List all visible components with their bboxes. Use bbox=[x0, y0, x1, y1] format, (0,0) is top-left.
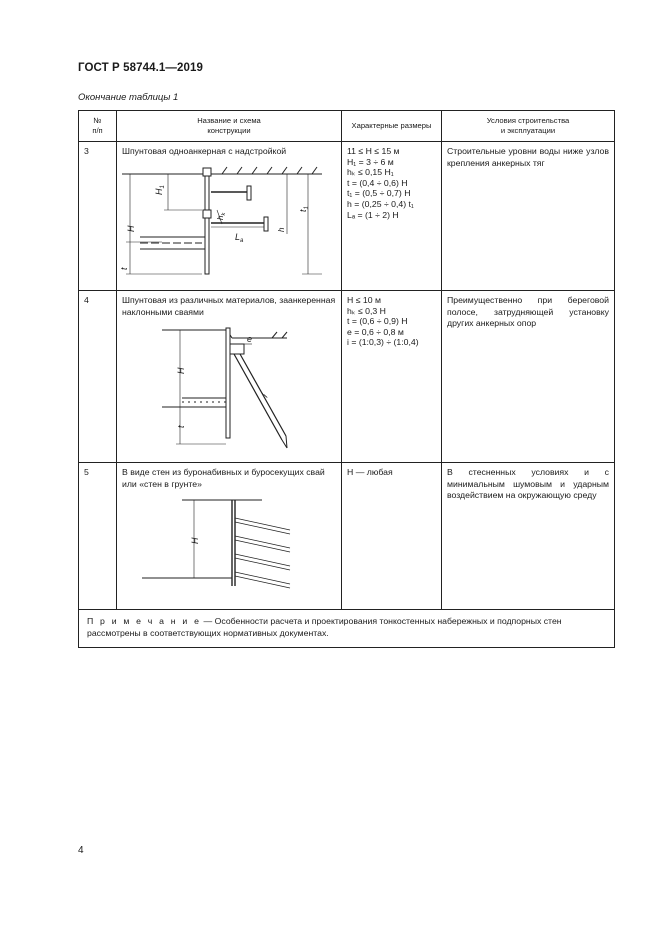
conditions-cell: Преимущественно при береговой полосе, затрудняющей установку других анкерных опор bbox=[442, 291, 615, 463]
header-conditions: Условия строительства и эксплуатации bbox=[442, 111, 615, 142]
svg-text:t1: $t_1$ bbox=[298, 205, 310, 212]
svg-text:e: e bbox=[247, 334, 253, 344]
scheme-diagram-inclined-piles bbox=[122, 322, 336, 452]
dimension-line: t = (0,6 ÷ 0,9) H bbox=[347, 316, 408, 327]
svg-text:t: t bbox=[119, 266, 129, 270]
svg-text:t: t bbox=[176, 425, 186, 428]
header-num: № п/п bbox=[79, 111, 117, 142]
scheme-diagram-single-anchor bbox=[119, 162, 336, 280]
scheme-diagram-bored-piles bbox=[122, 494, 336, 590]
note-cell bbox=[79, 610, 615, 648]
dimension-line: hₖ ≤ 0,15 H₁ bbox=[347, 167, 394, 178]
svg-text:i: i bbox=[260, 392, 270, 399]
structures-table bbox=[78, 110, 615, 648]
dimension-line: i = (1:0,3) ÷ (1:0,4) bbox=[347, 337, 419, 348]
svg-text:H1: $H_1$ bbox=[154, 184, 166, 195]
dimensions-cell bbox=[342, 142, 442, 291]
construction-cell bbox=[117, 463, 342, 610]
table-row bbox=[79, 291, 615, 463]
note-label: П р и м е ч а н и е bbox=[87, 616, 202, 626]
header-name: Название и схема конструкции bbox=[117, 111, 342, 142]
row-number: 5 bbox=[79, 463, 117, 610]
svg-text:H: H bbox=[126, 225, 136, 232]
conditions-cell: В стесненных условиях и с минимальным шумовым и ударным воздействием на окружающую среду bbox=[442, 463, 615, 610]
svg-text:hk: $h_k$ bbox=[216, 212, 227, 220]
dimension-line: h = (0,25 ÷ 0,4) t₁ bbox=[347, 198, 414, 209]
header-dims: Характерные размеры bbox=[342, 111, 442, 142]
page-number: 4 bbox=[78, 845, 84, 856]
dimension-line: H — любая bbox=[347, 467, 393, 477]
table-row bbox=[79, 463, 615, 610]
construction-name: Шпунтовая одноанкерная с надстройкой bbox=[122, 146, 287, 156]
dimensions-cell bbox=[342, 463, 442, 610]
row-number: 3 bbox=[79, 142, 117, 291]
dimension-line: H₁ = 3 ÷ 6 м bbox=[347, 156, 394, 167]
dimension-line: e = 0,6 ÷ 0,8 м bbox=[347, 326, 404, 337]
construction-name: В виде стен из буронабивных и буросекущих свай или «стен в грунте» bbox=[122, 467, 325, 489]
row-number: 4 bbox=[79, 291, 117, 463]
svg-text:H: H bbox=[176, 367, 186, 374]
table-caption: Окончание таблицы 1 bbox=[78, 92, 179, 103]
dimension-line: 11 ≤ H ≤ 15 м bbox=[347, 146, 400, 156]
construction-cell bbox=[117, 291, 342, 463]
note-text: — Особенности расчета и проектирования тонкостенных набережных и подпорных стен рассмотрены в соответствующих нормативных документах. bbox=[87, 616, 562, 638]
svg-text:h: h bbox=[277, 227, 286, 232]
conditions-cell: Строительные уровни воды ниже узлов крепления анкерных тяг bbox=[442, 142, 615, 291]
dimension-line: Lₐ = (1 ÷ 2) H bbox=[347, 209, 399, 220]
svg-text:La: $L_a$ bbox=[235, 231, 244, 244]
dimensions-cell bbox=[342, 291, 442, 463]
dimension-line: t₁ = (0,5 ÷ 0,7) H bbox=[347, 188, 411, 199]
construction-name: Шпунтовая из различных материалов, заанкеренная наклонными сваями bbox=[122, 295, 336, 317]
table-header-row bbox=[79, 111, 615, 142]
table-row bbox=[79, 142, 615, 291]
standard-title: ГОСТ Р 58744.1—2019 bbox=[78, 62, 203, 74]
dimension-line: hₖ ≤ 0,3 H bbox=[347, 305, 386, 316]
dimension-line: t = (0,4 ÷ 0,6) H bbox=[347, 177, 408, 188]
note-row bbox=[79, 610, 615, 648]
dimension-line: H ≤ 10 м bbox=[347, 295, 381, 305]
construction-cell bbox=[117, 142, 342, 291]
svg-text:H: H bbox=[190, 537, 200, 544]
